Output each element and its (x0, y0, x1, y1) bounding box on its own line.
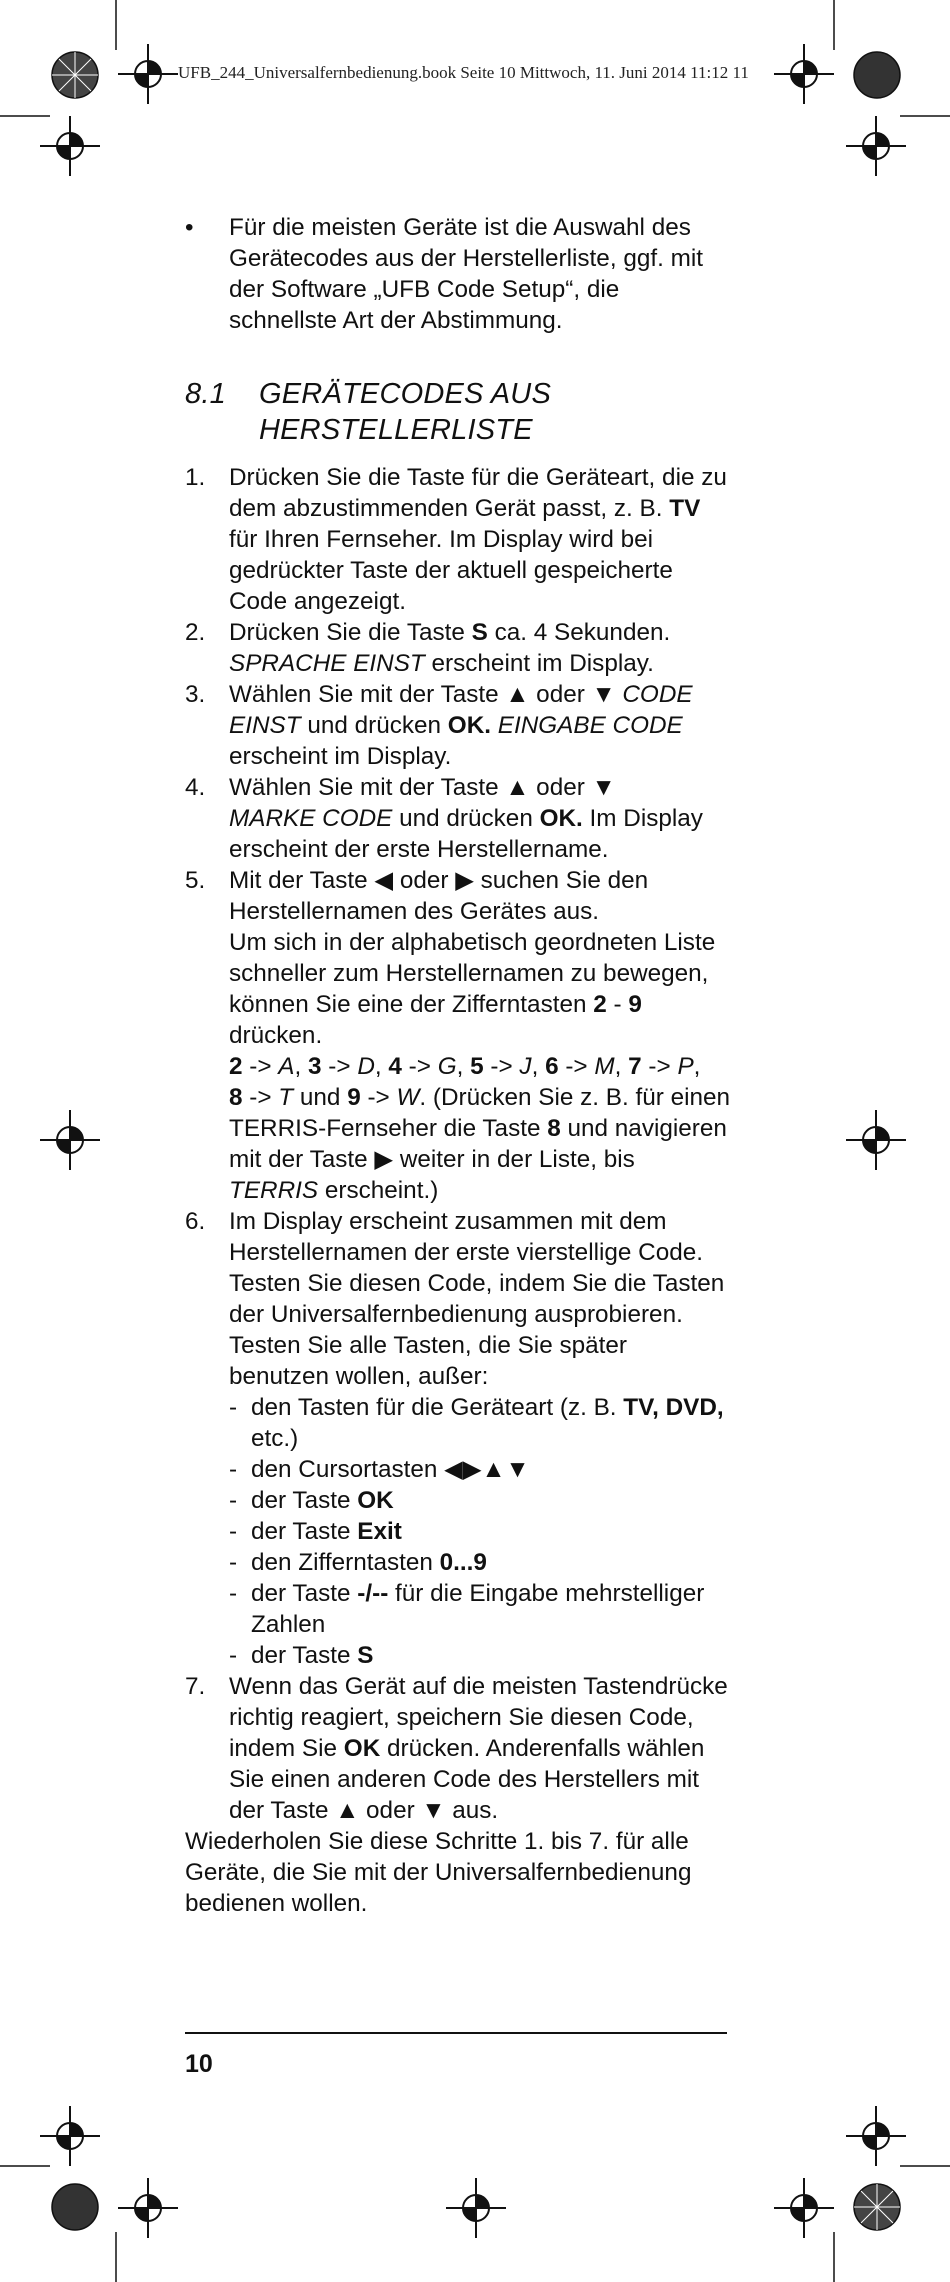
list-item (229, 1516, 730, 1547)
text: -> (321, 1053, 358, 1080)
list-item (229, 1392, 730, 1454)
letter: P (677, 1053, 694, 1080)
text: , (693, 1053, 701, 1080)
key-label: 7 (628, 1053, 642, 1080)
key-label: 2 (593, 991, 607, 1018)
text: und drücken (300, 712, 448, 739)
step-1 (185, 462, 730, 617)
text: . (Drücken Sie z. B. für einen TERRIS-Fernseher die Taste (229, 1084, 731, 1142)
key-label: 5 (470, 1053, 484, 1080)
text: -> (558, 1053, 595, 1080)
dash: - (229, 1456, 238, 1483)
key-label: Exit (357, 1518, 402, 1545)
text: -> (360, 1084, 397, 1111)
text: ca. 4 Sekunden. (487, 619, 671, 646)
step-text (229, 617, 730, 679)
text: , (456, 1053, 471, 1080)
step-number: 5. (185, 867, 206, 894)
dash: - (229, 1487, 238, 1514)
step-number: 1. (185, 464, 206, 491)
text: Im Display erscheint zusammen mit dem Herstellernamen der erste vierstellige Code. Testen Sie diesen Code, indem Sie die Tasten der Universalfernbedienung ausprobieren. Testen Sie alle Tasten, die Sie später benutzen wollen, außer: (229, 1208, 725, 1390)
section-title: GERÄTECODES AUS HERSTELLERLISTE (259, 378, 551, 446)
text: erscheint.) (318, 1177, 439, 1204)
section-heading (185, 376, 730, 448)
text: , (614, 1053, 629, 1080)
text: der Taste (251, 1518, 358, 1545)
registration-target-icon (118, 44, 178, 104)
display-text: TERRIS (229, 1177, 319, 1204)
list-item (229, 1454, 730, 1485)
registration-target-icon (40, 116, 100, 176)
key-label: 9 (347, 1084, 361, 1111)
step-text (229, 462, 730, 617)
registration-target-icon (40, 1110, 100, 1170)
color-wheel-mark-icon (852, 2182, 902, 2232)
list-item (229, 1578, 730, 1640)
key-label: 6 (545, 1053, 559, 1080)
step-text (229, 1206, 730, 1671)
key-label: S (471, 619, 488, 646)
key-label: -/-- (357, 1580, 389, 1607)
key-label: OK (343, 1735, 381, 1762)
text: und navigieren mit der Taste ▶ weiter in der Liste, bis (229, 1115, 727, 1173)
step-number: 7. (185, 1673, 206, 1700)
registration-target-icon (40, 2106, 100, 2166)
letter: A (278, 1053, 295, 1080)
key-label: OK (357, 1487, 394, 1514)
dash: - (229, 1518, 238, 1545)
list-item (229, 1485, 730, 1516)
step-text (229, 772, 730, 865)
letter: D (357, 1053, 375, 1080)
dash: - (229, 1580, 238, 1607)
text: den Tasten für die Geräteart (z. B. (251, 1394, 624, 1421)
letter: W (396, 1084, 420, 1111)
print-slug: UFB_244_Universalfernbedienung.book Seite 10 Mittwoch, 11. Juni 2014 11:12 11 (178, 63, 749, 82)
key-label: 2 (229, 1053, 243, 1080)
step-number: 3. (185, 681, 206, 708)
letter: G (437, 1053, 457, 1080)
registration-target-icon (774, 44, 834, 104)
page-number: 10 (185, 2050, 213, 2078)
step-number: 2. (185, 619, 206, 646)
text: Wählen Sie mit der Taste ▲ oder ▼ (229, 774, 616, 801)
step-text (229, 679, 730, 772)
text: für Ihren Fernseher. Im Display wird bei gedrückter Taste der aktuell gespeicherte Code angezeigt. (229, 526, 673, 615)
step-2 (185, 617, 730, 679)
dash: - (229, 1394, 238, 1421)
page-body (185, 212, 730, 1919)
text: drücken. Anderenfalls wählen Sie einen anderen Code des Herstellers mit der Taste ▲ oder ▼ aus. (229, 1735, 705, 1824)
key-label: 3 (308, 1053, 322, 1080)
list-item (229, 1640, 730, 1671)
registration-target-icon (774, 2178, 834, 2238)
color-wheel-mark-icon (50, 50, 100, 100)
key-label: 9 (628, 991, 642, 1018)
step-6 (185, 1206, 730, 1671)
display-text: MARKE CODE (229, 805, 393, 832)
key-label: S (357, 1642, 374, 1669)
registration-target-icon (846, 116, 906, 176)
text: -> (242, 1053, 279, 1080)
step-number: 4. (185, 774, 206, 801)
step-text (229, 865, 730, 1206)
bullet-symbol: • (185, 214, 194, 241)
text: Im Display erscheint der erste Herstellername. (229, 805, 703, 863)
step-3 (185, 679, 730, 772)
key-label: 0...9 (439, 1549, 487, 1576)
section-number: 8.1 (185, 378, 226, 410)
text: , (531, 1053, 546, 1080)
text: Um sich in der alphabetisch geordneten Liste schneller zum Herstellernamen zu bewegen, können Sie eine der Zifferntasten (229, 929, 716, 1018)
dash: - (229, 1549, 238, 1576)
intro-bullet (185, 212, 730, 336)
letter: T (278, 1084, 294, 1111)
text: etc.) (251, 1425, 299, 1452)
text: -> (483, 1053, 520, 1080)
text: -> (242, 1084, 279, 1111)
key-label: 8 (229, 1084, 243, 1111)
text: -> (641, 1053, 678, 1080)
text: Wählen Sie mit der Taste ▲ oder ▼ (229, 681, 623, 708)
text (491, 712, 498, 739)
text: den Zifferntasten (251, 1549, 440, 1576)
registration-target-icon (446, 2178, 506, 2238)
key-label: TV, DVD, (623, 1394, 724, 1421)
registration-target-icon (846, 2106, 906, 2166)
step-text (229, 1671, 730, 1826)
text: erscheint im Display. (229, 743, 452, 770)
display-text: CODE EINST (229, 681, 693, 739)
text: für die Eingabe mehrstelliger Zahlen (251, 1580, 705, 1638)
text: drücken. (229, 1022, 323, 1049)
text: , (374, 1053, 389, 1080)
text: , (294, 1053, 309, 1080)
text: und drücken (392, 805, 540, 832)
registration-target-icon (846, 1110, 906, 1170)
steps-list (185, 462, 730, 1826)
text: Mit der Taste ◀ oder ▶ suchen Sie den Herstellernamen des Gerätes aus. (229, 867, 649, 925)
display-text: EINGABE CODE (497, 712, 683, 739)
intro-text: Für die meisten Geräte ist die Auswahl des Gerätecodes aus der Herstellerliste, ggf. mit der Software „UFB Code Setup“, die schnellste Art der Abstimmung. (229, 214, 703, 334)
text: den Cursortasten ◀▶▲▼ (251, 1456, 530, 1483)
closing-paragraph: Wiederholen Sie diese Schritte 1. bis 7. für alle Geräte, die Sie mit der Universalfernbedienung bedienen wollen. (185, 1828, 692, 1917)
text: Drücken Sie die Taste (229, 619, 472, 646)
registration-target-icon (118, 2178, 178, 2238)
step-7 (185, 1671, 730, 1826)
text: der Taste (251, 1642, 358, 1669)
step-5 (185, 865, 730, 1206)
footer-rule (185, 2032, 727, 2034)
text: Drücken Sie die Taste für die Geräteart, die zu dem abzustimmenden Gerät passt, z. B. (229, 464, 727, 522)
step-number: 6. (185, 1208, 206, 1235)
color-wheel-mark-icon (852, 50, 902, 100)
letter: J (519, 1053, 532, 1080)
key-label: OK. (539, 805, 583, 832)
key-label: 8 (547, 1115, 561, 1142)
text: erscheint im Display. (424, 650, 654, 677)
text: der Taste (251, 1580, 358, 1607)
key-label: 4 (388, 1053, 402, 1080)
step-4 (185, 772, 730, 865)
list-item (229, 1547, 730, 1578)
text: und (293, 1084, 348, 1111)
dash: - (229, 1642, 238, 1669)
text: Wenn das Gerät auf die meisten Tastendrücke richtig reagiert, speichern Sie diesen Code, indem Sie (229, 1673, 728, 1762)
text: - (606, 991, 629, 1018)
display-text: SPRACHE EINST (229, 650, 425, 677)
text: -> (401, 1053, 438, 1080)
letter: M (594, 1053, 615, 1080)
text: der Taste (251, 1487, 358, 1514)
color-wheel-mark-icon (50, 2182, 100, 2232)
key-label: OK. (447, 712, 491, 739)
key-label: TV (669, 495, 701, 522)
